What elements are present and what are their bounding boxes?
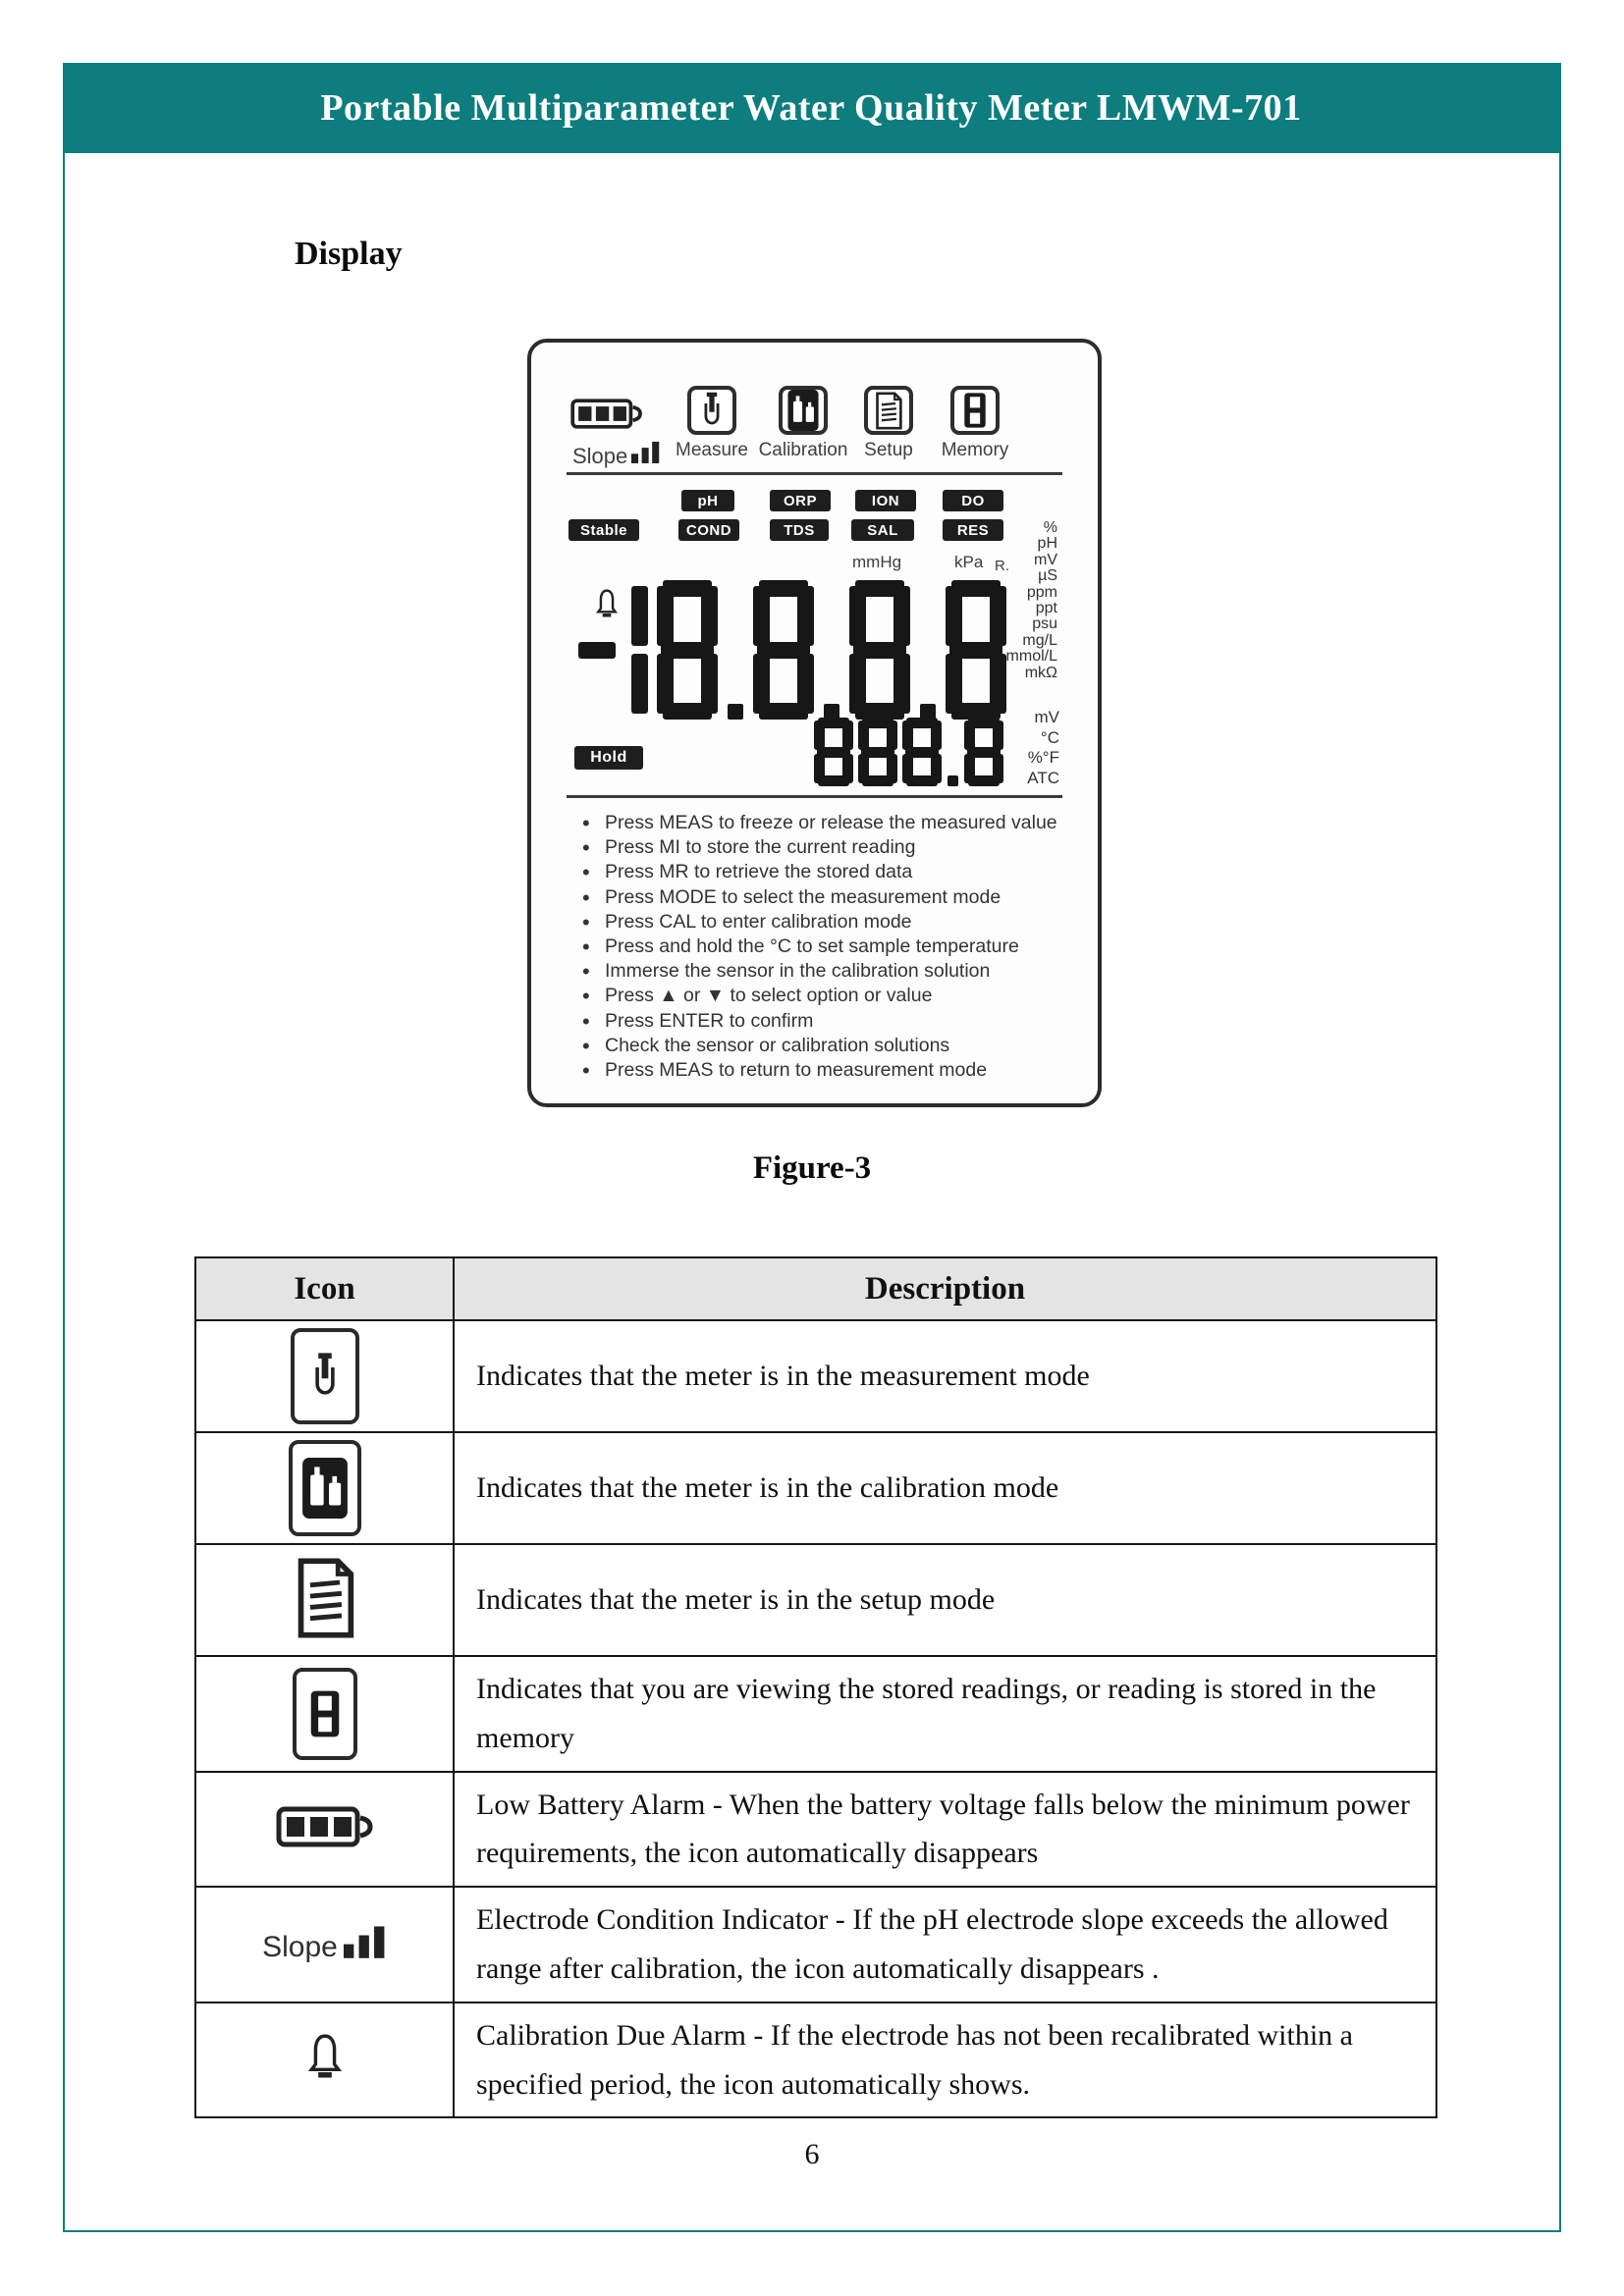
param-badge: pH	[681, 490, 734, 511]
unit-label: ppm	[1026, 583, 1057, 601]
divider	[567, 472, 1062, 475]
document-title: Portable Multiparameter Water Quality Meter LMWM-701	[320, 87, 1302, 129]
instruction-item: • Immerse the sensor in the calibration solution	[580, 959, 1072, 984]
table-row	[195, 1887, 1436, 2002]
icon-description: Calibration Due Alarm - If the electrode has not been recalibrated within a specified period, the icon automatically shows.	[454, 2002, 1436, 2118]
instruction-list	[580, 811, 1072, 1083]
seven-segment-digit	[849, 580, 910, 720]
decimal-point	[947, 775, 958, 786]
mode-indicator	[841, 386, 936, 461]
instruction-item: • Check the sensor or calibration solutions	[580, 1034, 1072, 1058]
param-badge: ION	[855, 490, 916, 511]
unit-label: µS	[1038, 567, 1057, 585]
slope-label: Slope	[262, 1931, 338, 1964]
instruction-item: • Press ▲ or ▼ to select option or value	[580, 984, 1072, 1008]
setup-icon	[195, 1544, 454, 1656]
param-badge: TDS	[770, 519, 829, 541]
secondary-reading	[814, 718, 1003, 786]
icon-description: Indicates that the meter is in the measurement mode	[454, 1320, 1436, 1432]
figure-caption: Figure-3	[752, 1150, 872, 1186]
table-row	[195, 1320, 1436, 1432]
instruction-item: • Press CAL to enter calibration mode	[580, 910, 1072, 934]
table-row	[195, 1432, 1436, 1544]
header-band	[63, 63, 1559, 153]
instruction-item: • Press ENTER to confirm	[580, 1009, 1072, 1034]
unit-label: psu	[1032, 615, 1057, 633]
seven-segment-digit	[902, 718, 942, 786]
calibration-icon	[195, 1432, 454, 1544]
mode-label: Measure	[676, 440, 748, 460]
unit-label: mV	[1034, 708, 1059, 726]
divider	[567, 795, 1062, 798]
slope-label: Slope	[572, 444, 628, 468]
seven-segment-digit	[657, 580, 718, 720]
unit-kpa: kPa	[954, 553, 984, 571]
unit-label: mg/L	[1022, 631, 1057, 649]
unit-label: °C	[1040, 727, 1059, 747]
measure-icon	[195, 1320, 454, 1432]
electrode-slope-indicator	[572, 441, 661, 468]
lcd-display-figure	[527, 339, 1102, 1107]
mode-label: Calibration	[758, 440, 848, 460]
unit-label: %°F	[1027, 748, 1059, 767]
seven-segment-digit	[814, 718, 853, 786]
unit-mmhg: mmHg	[852, 553, 902, 571]
stable-badge: Stable	[568, 519, 639, 541]
unit-label: %	[1043, 519, 1057, 536]
table-row	[195, 2002, 1436, 2118]
secondary-unit-stack	[999, 708, 1059, 788]
table-header-row	[195, 1257, 1436, 1320]
instruction-item: • Press and hold the °C to set sample temperature	[580, 934, 1072, 959]
icon-description: Indicates that you are viewing the stored readings, or reading is stored in the memory	[454, 1656, 1436, 1772]
seven-segment-digit	[624, 580, 648, 720]
seven-segment-digit	[753, 580, 814, 720]
instruction-item: • Press MEAS to return to measurement mode	[580, 1058, 1072, 1083]
param-badge: DO	[943, 490, 1003, 511]
instruction-item: • Press MI to store the current reading	[580, 835, 1072, 860]
slope-icon	[195, 1887, 454, 2002]
param-badge: RES	[943, 519, 1003, 541]
table-row	[195, 1544, 1436, 1656]
battery-icon	[195, 1772, 454, 1888]
section-title: Display	[295, 236, 403, 272]
calibration-icon	[779, 386, 828, 435]
decimal-point	[728, 704, 743, 720]
bell-icon	[195, 2002, 454, 2118]
instruction-item: • Press MR to retrieve the stored data	[580, 860, 1072, 884]
unit-label: mkΩ	[1024, 664, 1057, 681]
seven-segment-digit	[964, 718, 1003, 786]
unit-label: mV	[1034, 551, 1057, 568]
hold-badge: Hold	[574, 746, 643, 770]
column-header-description: Description	[454, 1257, 1436, 1320]
mode-indicator	[928, 386, 1022, 461]
icon-description-table	[194, 1256, 1437, 2118]
seven-segment-digit	[946, 580, 1006, 720]
unit-label: mmol/L	[1005, 648, 1057, 666]
mode-indicator	[665, 386, 759, 461]
unit-r: R.	[995, 558, 1009, 574]
main-reading	[578, 580, 1006, 720]
minus-sign	[578, 642, 616, 659]
battery-icon	[570, 396, 643, 437]
param-badge: COND	[678, 519, 739, 541]
memory-icon	[195, 1656, 454, 1772]
mode-label: Setup	[864, 440, 913, 460]
setup-icon	[864, 386, 913, 435]
mode-indicator	[756, 386, 850, 461]
slope-bars-icon	[631, 441, 661, 468]
table-row	[195, 1656, 1436, 1772]
seven-segment-digit	[858, 718, 897, 786]
memory-icon	[950, 386, 1000, 435]
unit-label: ppt	[1035, 600, 1057, 617]
icon-description: Indicates that the meter is in the setup mode	[454, 1544, 1436, 1656]
unit-label: ATC	[1027, 768, 1059, 787]
slope-bars-icon	[344, 1925, 387, 1963]
page-number: 6	[804, 2138, 820, 2170]
param-badge: SAL	[851, 519, 914, 541]
icon-description: Electrode Condition Indicator - If the pH electrode slope exceeds the allowed range after calibration, the icon automatically disappears .	[454, 1887, 1436, 2002]
table-row	[195, 1772, 1436, 1888]
mode-label: Memory	[941, 440, 1009, 460]
param-badge: ORP	[770, 490, 831, 511]
instruction-item: • Press MODE to select the measurement mode	[580, 885, 1072, 910]
column-header-icon: Icon	[195, 1257, 454, 1320]
icon-description: Indicates that the meter is in the calibration mode	[454, 1432, 1436, 1544]
measure-icon	[687, 386, 736, 435]
unit-label: pH	[1037, 535, 1057, 553]
icon-description: Low Battery Alarm - When the battery voltage falls below the minimum power requirements, the icon automatically disappears	[454, 1772, 1436, 1888]
instruction-item: • Press MEAS to freeze or release the measured value	[580, 811, 1072, 835]
